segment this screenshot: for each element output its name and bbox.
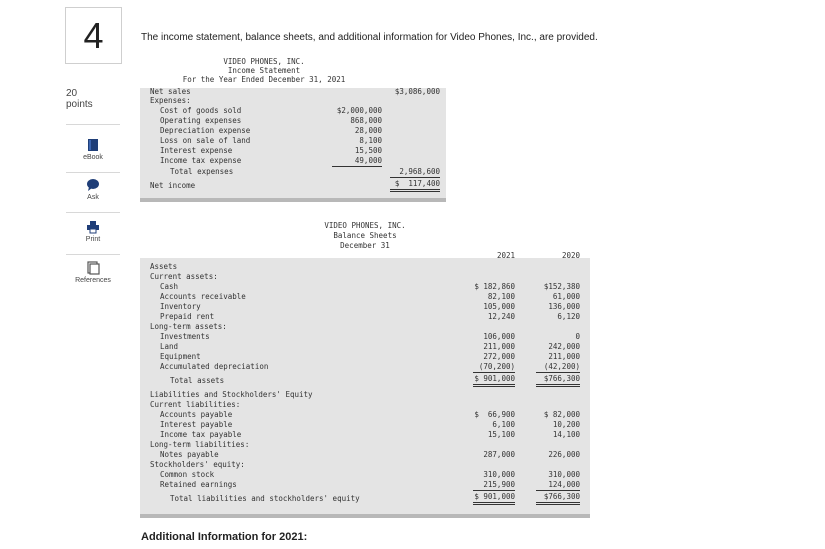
value-2020: 136,000 [548, 302, 580, 311]
expense-value: 49,000 [332, 156, 382, 167]
balance-title: Balance Sheets [333, 231, 397, 240]
liabilities-equity-label: Liabilities and Stockholders' Equity [150, 390, 313, 399]
row-label: Interest payable [160, 420, 233, 429]
table-bottom-bar [140, 198, 446, 202]
points-value: 20 [66, 88, 78, 99]
total-expenses-value: 2,968,600 [390, 167, 440, 178]
value-2021: 15,100 [487, 430, 515, 439]
value-2021: 287,000 [483, 450, 515, 459]
row-label: Prepaid rent [160, 312, 215, 321]
balance-date: December 31 [340, 241, 390, 250]
total-liabilities-equity-label: Total liabilities and stockholders' equity [170, 494, 360, 503]
net-sales-value: $3,086,000 [394, 87, 440, 96]
value-2020: 14,100 [552, 430, 580, 439]
value-2020: $ 82,000 [543, 410, 580, 419]
row-label: Accounts receivable [160, 292, 246, 301]
row-label: Accounts payable [160, 410, 233, 419]
expense-label: Operating expenses [160, 116, 242, 125]
value-2021: 272,000 [483, 352, 515, 361]
balance-company: VIDEO PHONES, INC. [324, 221, 406, 230]
total-expenses-label: Total expenses [170, 167, 234, 176]
total-assets-label: Total assets [170, 376, 225, 385]
assets-label: Assets [150, 262, 178, 271]
income-statement [140, 54, 446, 198]
expense-label: Depreciation expense [160, 126, 251, 135]
row-label: Cash [160, 282, 179, 291]
value-2020: 61,000 [552, 292, 580, 301]
expense-label: Cost of goods sold [160, 106, 242, 115]
value-2021: $ 182,860 [474, 282, 515, 291]
value-2020: 242,000 [548, 342, 580, 351]
row-label: Land [160, 342, 179, 351]
sidebar-divider [66, 212, 120, 213]
sidebar-divider [66, 172, 120, 173]
printer-icon [86, 220, 100, 234]
question-prompt: The income statement, balance sheets, and additional information for Video Phones, Inc., are provided. [141, 32, 598, 43]
value-2021: (70,200) [473, 362, 515, 373]
points-indicator [66, 88, 93, 110]
row-label: Common stock [160, 470, 215, 479]
expense-label: Income tax expense [160, 156, 242, 165]
value-2020: 310,000 [548, 470, 580, 479]
sidebar-item-print[interactable] [66, 220, 120, 243]
value-2020: 10,200 [552, 420, 580, 429]
expenses-label: Expenses: [150, 96, 191, 105]
total-assets-2020: $766,300 [536, 374, 580, 387]
sidebar-item-references[interactable] [66, 261, 120, 284]
row-label: Retained earnings [160, 480, 237, 489]
income-company: VIDEO PHONES, INC. [223, 57, 305, 66]
value-2020: 0 [575, 332, 580, 341]
balance-sheet-body [140, 258, 590, 514]
expense-value: 15,500 [354, 146, 382, 155]
row-label: Investments [160, 332, 210, 341]
expense-value: 8,100 [359, 136, 382, 145]
net-sales-label: Net sales [150, 87, 191, 96]
expense-value: $2,000,000 [336, 106, 382, 115]
references-icon [86, 261, 100, 275]
sidebar-divider [66, 124, 120, 125]
column-header-2020: 2020 [561, 251, 580, 260]
value-2021: 215,900 [473, 480, 515, 491]
long-term-liabilities-label: Long-term liabilities: [150, 440, 250, 449]
value-2020: 6,120 [557, 312, 580, 321]
total-le-2020: $766,300 [536, 492, 580, 505]
points-label: points [66, 99, 93, 110]
row-label: Inventory [160, 302, 201, 311]
expense-label: Interest expense [160, 146, 233, 155]
row-label: Equipment [160, 352, 201, 361]
total-assets-2021: $ 901,000 [473, 374, 515, 387]
value-2021: 106,000 [483, 332, 515, 341]
column-header-2021: 2021 [496, 251, 515, 260]
balance-sheet-header [140, 218, 590, 258]
row-label: Accumulated depreciation [160, 362, 269, 371]
current-liabilities-label: Current liabilities: [150, 400, 241, 409]
total-le-2021: $ 901,000 [473, 492, 515, 505]
sidebar-divider [66, 254, 120, 255]
value-2020: $152,380 [543, 282, 580, 291]
long-term-assets-label: Long-term assets: [150, 322, 227, 331]
table-bottom-bar [140, 514, 590, 518]
expense-label: Loss on sale of land [160, 136, 251, 145]
value-2020: 124,000 [536, 480, 580, 491]
value-2021: 6,100 [492, 420, 515, 429]
expense-value: 868,000 [350, 116, 382, 125]
additional-info-heading: Additional Information for 2021: [141, 531, 308, 543]
book-icon [86, 138, 100, 152]
value-2020: (42,200) [536, 362, 580, 373]
value-2021: 105,000 [483, 302, 515, 311]
value-2020: 226,000 [548, 450, 580, 459]
value-2020: 211,000 [548, 352, 580, 361]
current-assets-label: Current assets: [150, 272, 218, 281]
value-2021: 82,100 [487, 292, 515, 301]
value-2021: $ 66,900 [474, 410, 515, 419]
income-title: Income Statement [227, 66, 301, 75]
value-2021: 310,000 [483, 470, 515, 479]
sidebar-item-label: eBook [83, 154, 103, 161]
question-number: 4 [65, 7, 122, 64]
net-income-label: Net income [150, 181, 196, 190]
net-income-value: $ 117,400 [390, 179, 440, 192]
sidebar-item-label: References [75, 277, 111, 284]
income-period: For the Year Ended December 31, 2021 [182, 75, 346, 84]
row-label: Notes payable [160, 450, 219, 459]
row-label: Income tax payable [160, 430, 242, 439]
chat-bubble-icon [86, 178, 100, 192]
sidebar-item-label: Print [85, 236, 101, 243]
sidebar-item-ebook[interactable] [66, 138, 120, 161]
value-2021: 12,240 [487, 312, 515, 321]
sidebar-item-label: Ask [87, 194, 99, 201]
equity-label: Stockholders' equity: [150, 460, 245, 469]
value-2021: 211,000 [483, 342, 515, 351]
expense-value: 28,000 [354, 126, 382, 135]
sidebar-item-ask[interactable] [66, 178, 120, 201]
